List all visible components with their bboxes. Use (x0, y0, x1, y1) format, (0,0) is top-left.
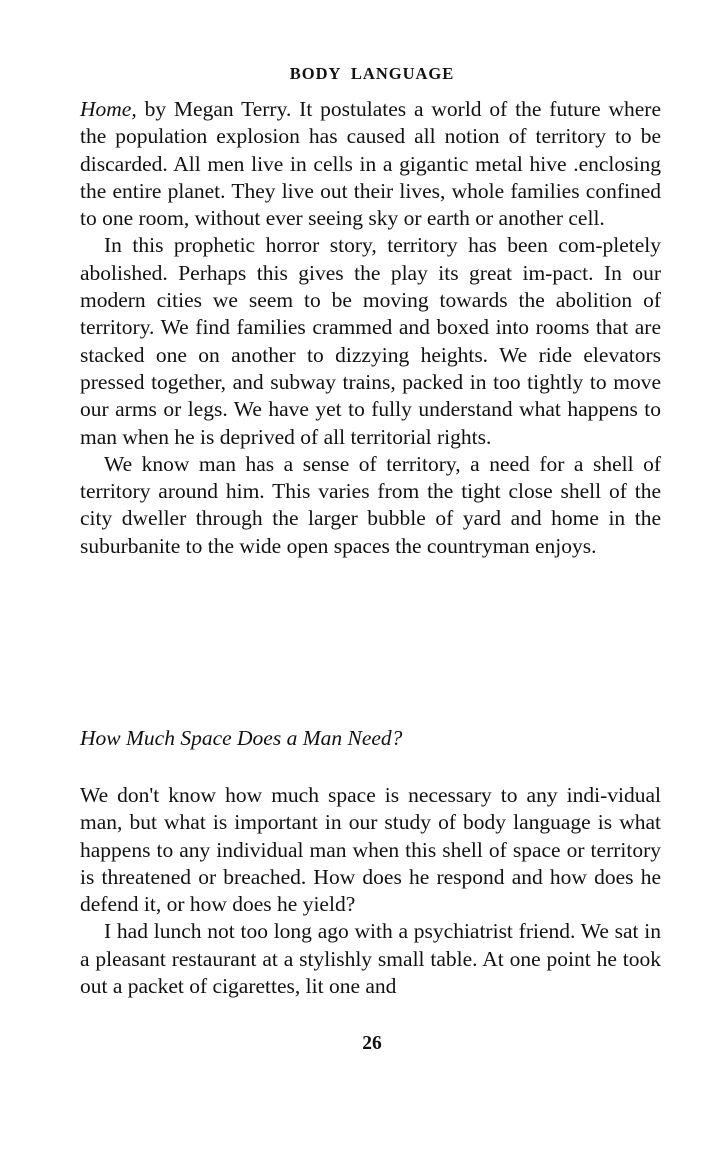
paragraph: I had lunch not too long ago with a psychiatrist friend. We sat in a pleasant restaurant at a stylishly small table. At one point he took out a packet of cigarettes, lit one and (80, 919, 661, 999)
paragraph: In this prophetic horror story, territory has been com-pletely abolished. Perhaps this gives the play its great im-pact. In our modern cities we seem to be moving towards the abolition of territory. We find families crammed and boxed into rooms that are stacked one on another to dizzying heights. We ride elevators pressed together, and subway trains, packed in too tightly to move our arms or legs. We have yet to fully understand what happens to man when he is deprived of all territorial rights. (80, 233, 661, 449)
running-head: BODY LANGUAGE (289, 64, 455, 83)
page-number: 26 (362, 1033, 382, 1054)
paragraph-text: by Megan Terry. It postulates a world of the future where the population explosion has caused all notion of territory to be discarded. All men live in cells in a gigantic metal hive .enclosing the entire planet. They live out their lives, whole families confined to one room, without ever seeing sky or earth or another cell. (80, 97, 661, 231)
body-section-2 (80, 782, 661, 1000)
paragraph: We don't know how much space is necessary to any indi-vidual man, but what is important in our study of body language is what happens to any individual man when this shell of space or territory is threatened or breached. How does he respond and how does he defend it, or how does he yield? (80, 783, 661, 917)
paragraph (80, 96, 661, 232)
paragraph: We know man has a sense of territory, a need for a shell of territory around him. This varies from the tight close shell of the city dweller through the larger bubble of yard and home in the suburbanite to the wide open spaces the countryman enjoys. (80, 451, 661, 558)
body-section-1 (80, 96, 661, 560)
section-subheading: How Much Space Does a Man Need? (80, 726, 403, 750)
play-title: Home, (80, 97, 137, 121)
